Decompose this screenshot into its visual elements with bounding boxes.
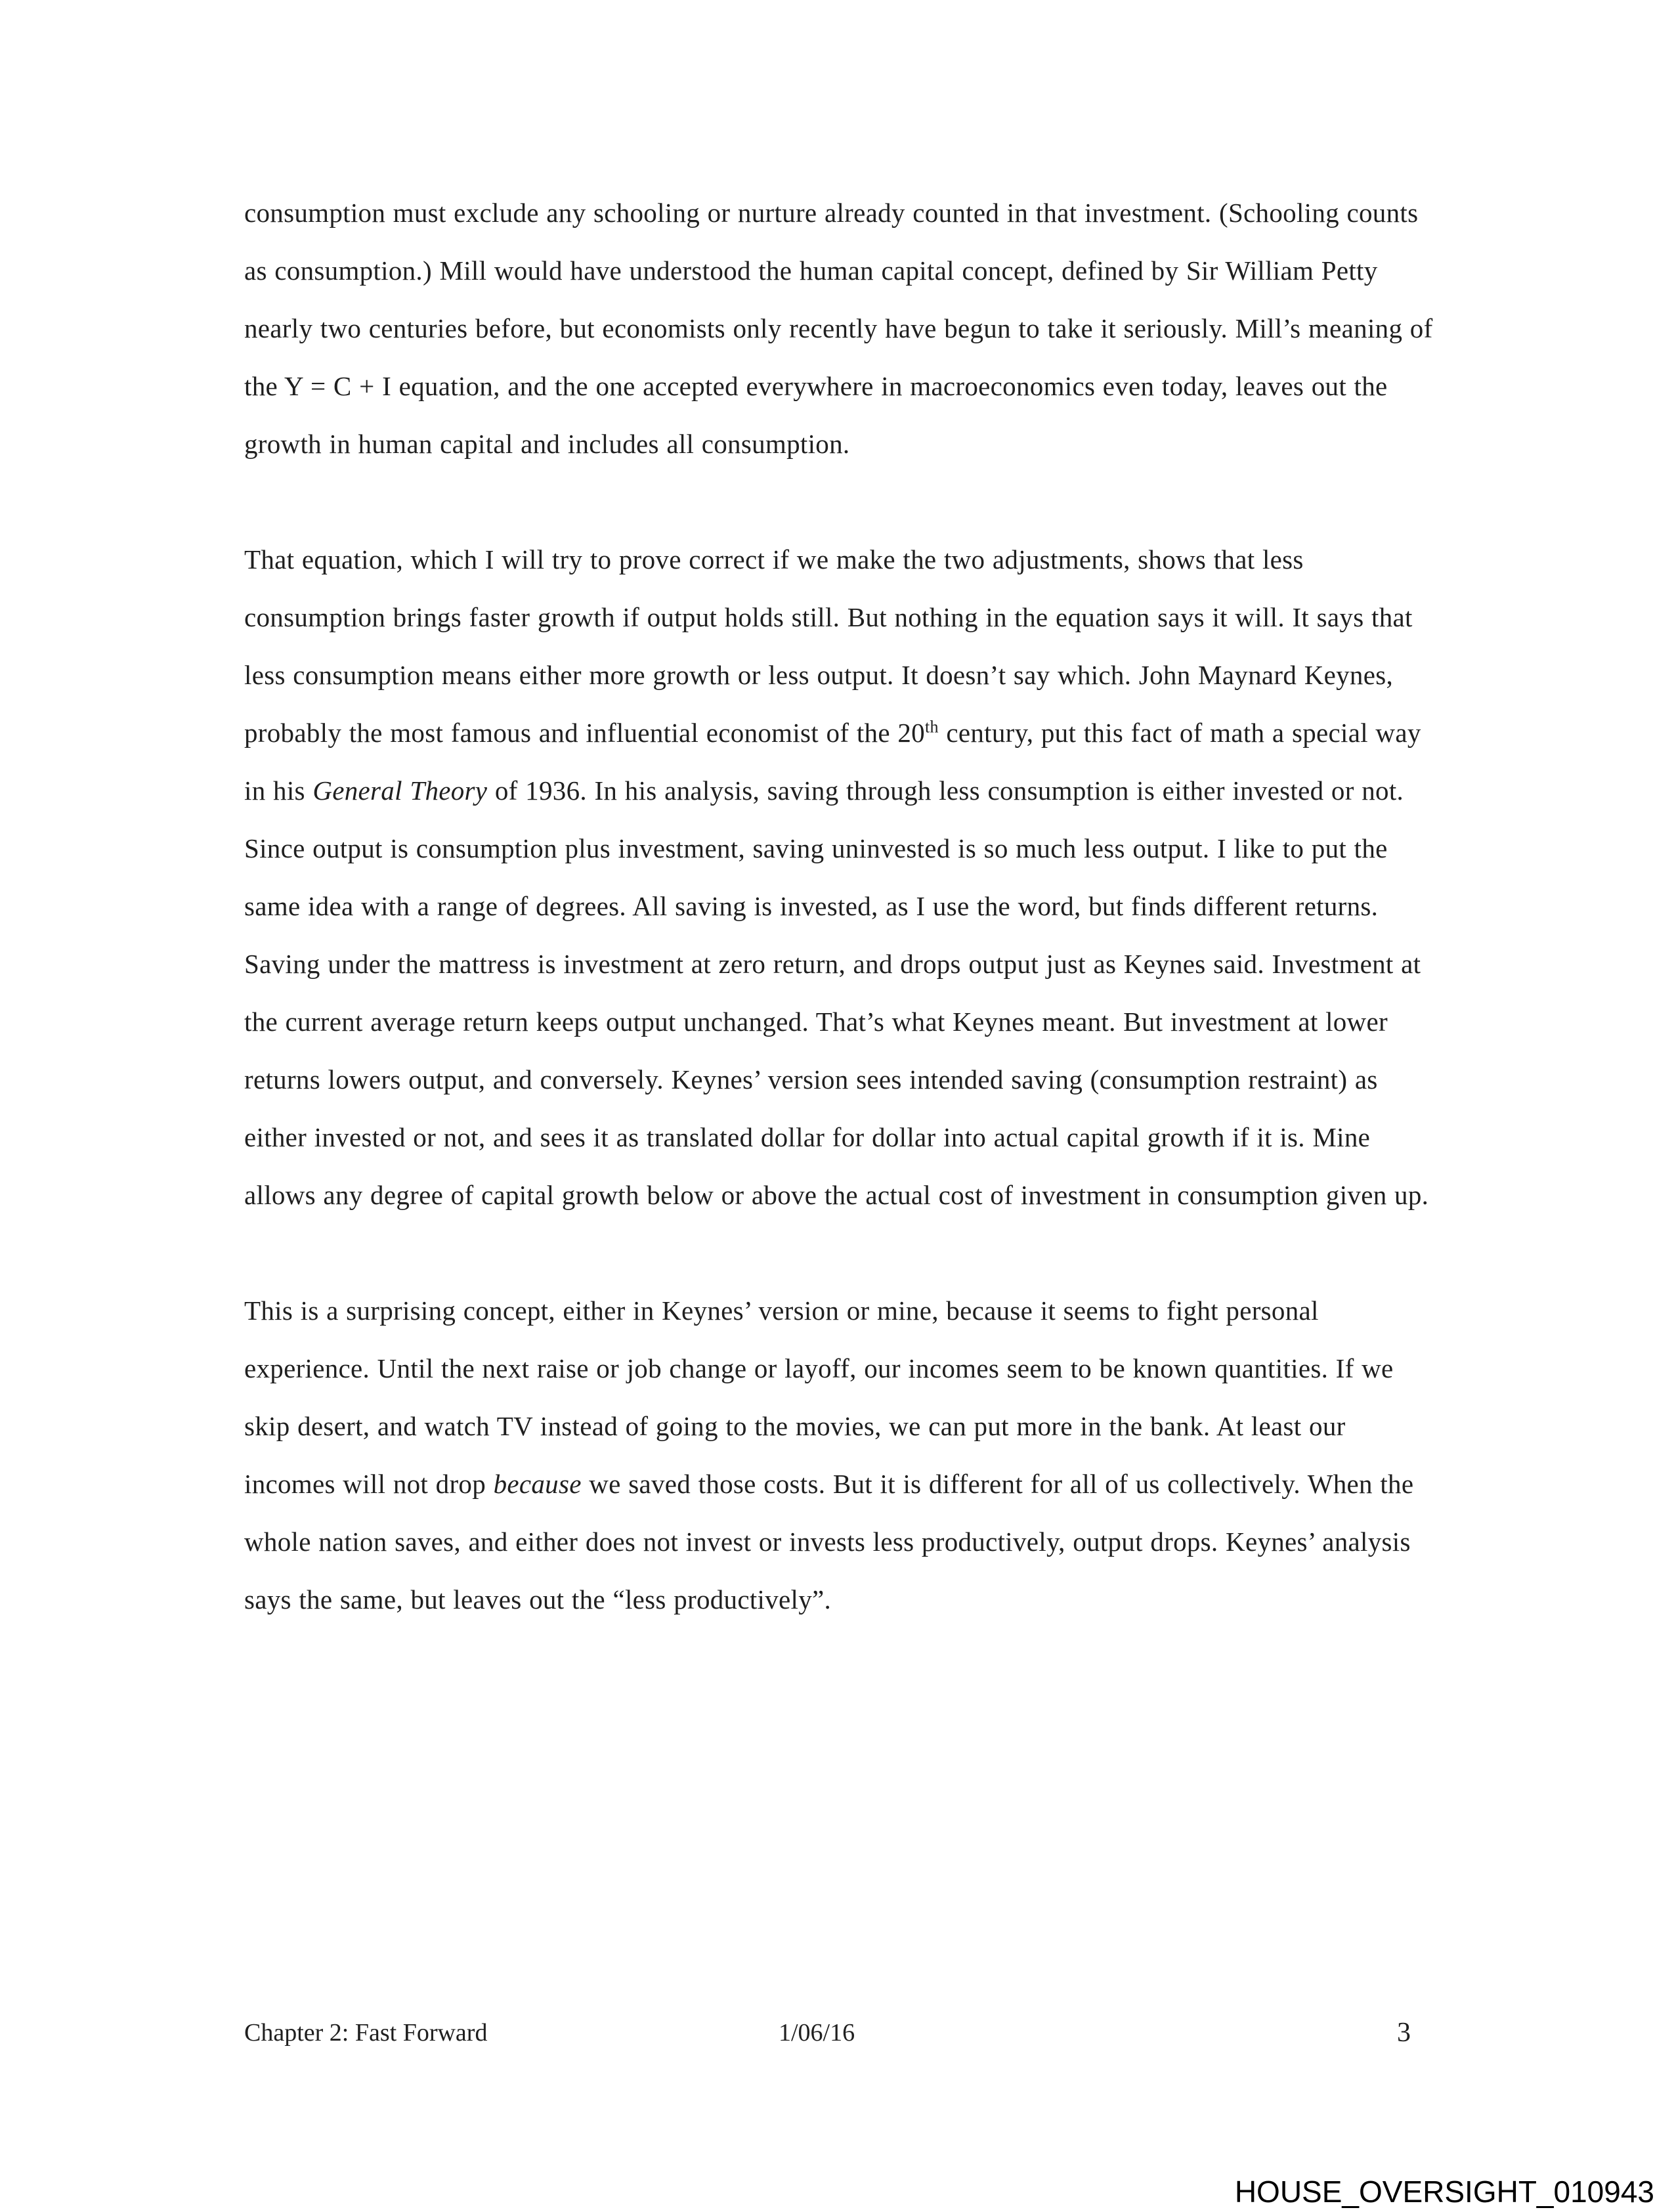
paragraph-1 (244, 184, 1436, 473)
page-footer (0, 2017, 1674, 2056)
footer-chapter-label: Chapter 2: Fast Forward (244, 2019, 488, 2047)
paragraph-2 (244, 531, 1436, 1224)
text-segment: century, put this fact of math a special way in his (244, 718, 1421, 806)
text-segment: That equation, which I will try to prove correct if we make the two adjustments, shows that less consumption brings faster growth if output holds still. But nothing in the equation says it will. It says that less consumption means either more growth or less output. It doesn’t say which. John Maynard Keynes, probably the most famous and influential economist of the 20 (244, 544, 1413, 748)
footer-date: 1/06/16 (779, 2019, 855, 2047)
paragraph-3 (244, 1282, 1436, 1628)
text-segment: consumption must exclude any schooling or nurture already counted in that investment. (Schooling counts as consumption.) Mill would have understood the human capital concept, defined by Sir William Petty nearly two centuries before, but economists only recently have begun to take it seriously. Mill’s meaning of the Y = C + I equation, and the one accepted everywhere in macroeconomics even today, leaves out the growth in human capital and includes all consumption. (244, 198, 1433, 459)
text-segment: This is a surprising concept, either in Keynes’ version or mine, because it seems to fight personal experience. Until the next raise or job change or layoff, our incomes seem to be known quantities. If we skip desert, and watch TV instead of going to the movies, we can put more in the bank. At least our incomes will not drop (244, 1295, 1394, 1499)
body-text (244, 184, 1436, 1686)
text-segment: we saved those costs. But it is different for all of us collectively. When the whole nation saves, and either does not invest or invests less productively, output drops. Keynes’ analysis says the same, but leaves out the “less productively”. (244, 1469, 1414, 1615)
text-segment: of 1936. In his analysis, saving through less consumption is either invested or not. Since output is consumption plus investment, saving uninvested is so much less output. I like to put the same idea with a range of degrees. All saving is invested, as I use the word, but finds different returns. Saving under the mattress is investment at zero return, and drops output just as Keynes said. Investment at the current average return keeps output unchanged. That’s what Keynes meant. But investment at lower returns lowers output, and conversely. Keynes’ version sees intended saving (consumption restraint) as either invested or not, and sees it as translated dollar for dollar into actual capital growth if it is. Mine allows any degree of capital growth below or above the actual cost of investment in consumption given up. (244, 775, 1429, 1210)
text-segment: th (925, 717, 939, 737)
text-segment: because (493, 1469, 582, 1499)
bates-stamp: HOUSE_OVERSIGHT_010943 (1234, 2175, 1654, 2209)
text-segment: General Theory (312, 775, 488, 806)
footer-page-number: 3 (1397, 2018, 1411, 2048)
